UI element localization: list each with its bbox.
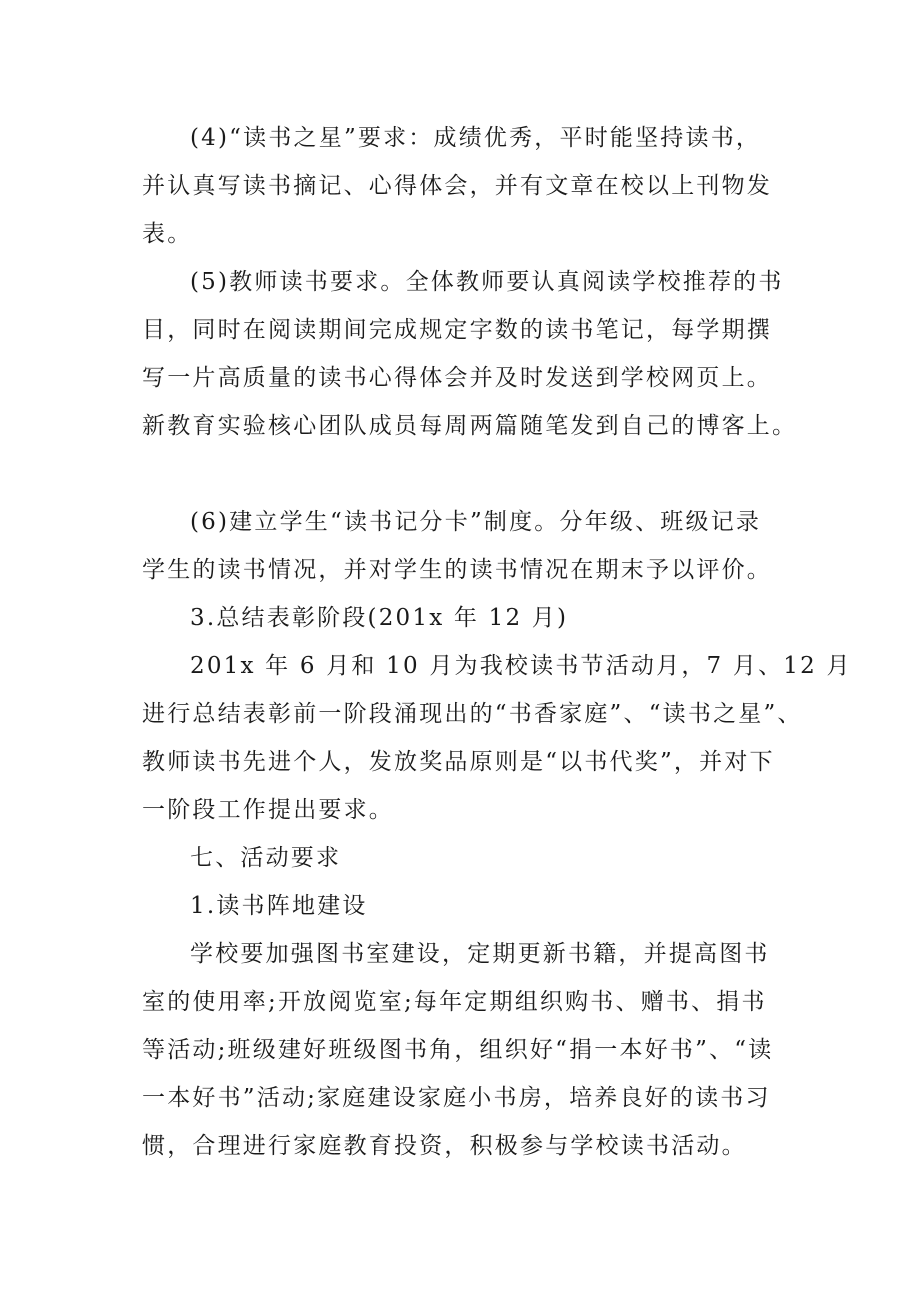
text-line: 201x 年 6 月和 10 月为我校读书节活动月，7 月、12 月 (190, 653, 852, 679)
text-line: (4)“读书之星”要求：成绩优秀，平时能坚持读书， (190, 125, 762, 151)
text-line: (6)建立学生“读书记分卡”制度。分年级、班级记录 (190, 509, 762, 535)
section-heading: 3.总结表彰阶段(201x 年 12 月) (190, 605, 569, 631)
text-line: 并认真写读书摘记、心得体会，并有文章在校以上刊物发 (142, 173, 772, 199)
text-line: 教师读书先进个人，发放奖品原则是“以书代奖”，并对下 (142, 749, 775, 775)
section-heading: 七、活动要求 (190, 845, 342, 871)
text-line: 学校要加强图书室建设，定期更新书籍，并提高图书 (190, 941, 770, 967)
text-line: 写一片高质量的读书心得体会并及时发送到学校网页上。 (142, 365, 772, 391)
section-heading: 1.读书阵地建设 (190, 893, 368, 919)
text-line: 表。 (142, 221, 193, 247)
text-line: 一本好书”活动;家庭建设家庭小书房，培养良好的读书习 (142, 1085, 771, 1111)
text-line: 室的使用率;开放阅览室;每年定期组织购书、赠书、捐书 (142, 989, 767, 1015)
text-line: 等活动;班级建好班级图书角，组织好“捐一本好书”、“读 (142, 1037, 774, 1063)
text-line: 一阶段工作提出要求。 (142, 797, 394, 823)
text-line: 进行总结表彰前一阶段涌现出的“书香家庭”、“读书之星”、 (142, 701, 803, 727)
text-line: 惯，合理进行家庭教育投资，积极参与学校读书活动。 (142, 1133, 747, 1159)
text-line: 新教育实验核心团队成员每周两篇随笔发到自己的博客上。 (142, 413, 798, 439)
text-line: 学生的读书情况，并对学生的读书情况在期末予以评价。 (142, 557, 772, 583)
text-line: 目，同时在阅读期间完成规定字数的读书笔记，每学期撰 (142, 317, 772, 343)
text-line: (5)教师读书要求。全体教师要认真阅读学校推荐的书 (190, 269, 784, 295)
